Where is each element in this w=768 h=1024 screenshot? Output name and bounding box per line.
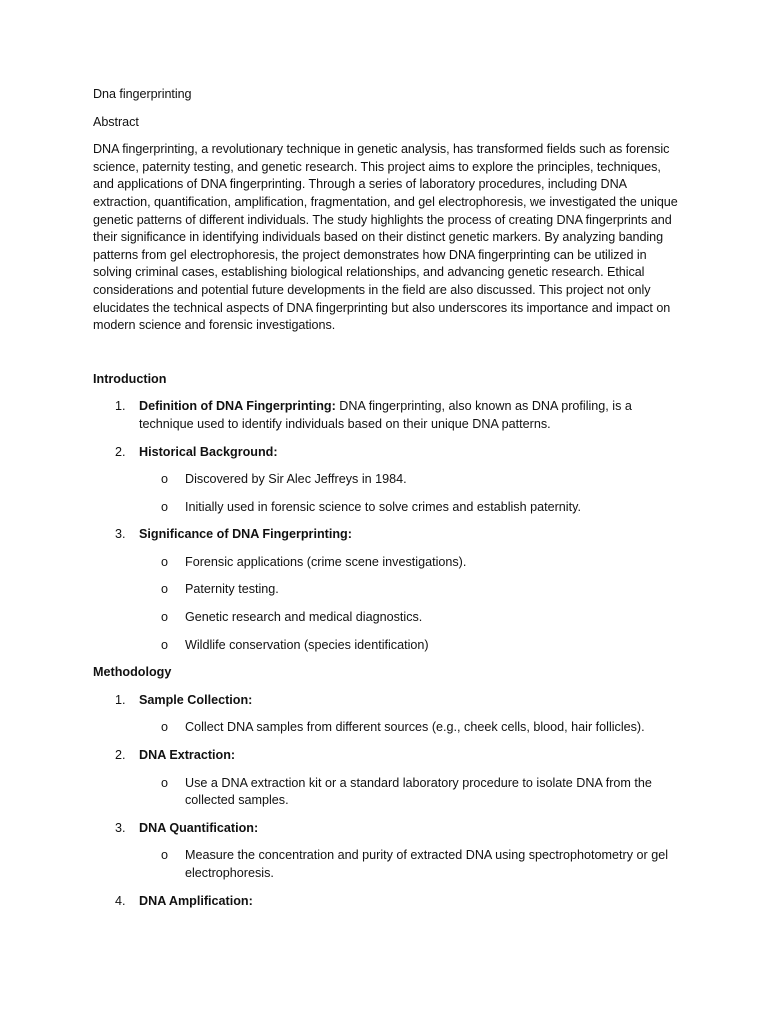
item-label: DNA Quantification: bbox=[139, 820, 259, 835]
item-label: Significance of DNA Fingerprinting: bbox=[139, 527, 352, 542]
bullet-icon: o bbox=[161, 720, 169, 735]
item-label: Sample Collection: bbox=[139, 692, 253, 707]
list-number: 2. bbox=[115, 748, 126, 763]
list-item bbox=[93, 719, 683, 737]
introduction-item-definition bbox=[93, 398, 683, 433]
bullet-text: Discovered by Sir Alec Jeffreys in 1984. bbox=[185, 472, 407, 487]
list-number: 1. bbox=[115, 692, 126, 707]
list-item bbox=[93, 499, 683, 517]
list-item bbox=[93, 637, 683, 655]
methodology-item-dna-extraction bbox=[93, 747, 683, 765]
bullet-icon: o bbox=[161, 775, 169, 790]
bullet-text: Paternity testing. bbox=[185, 582, 279, 597]
list-item bbox=[93, 581, 683, 599]
item-label: Definition of DNA Fingerprinting: bbox=[139, 399, 336, 414]
bullet-icon: o bbox=[161, 848, 169, 863]
bullet-icon: o bbox=[161, 637, 169, 652]
document-page bbox=[93, 86, 683, 920]
list-item bbox=[93, 554, 683, 572]
bullet-icon: o bbox=[161, 472, 169, 487]
bullet-text: Forensic applications (crime scene investigations). bbox=[185, 554, 467, 569]
methodology-heading: Methodology bbox=[93, 665, 172, 680]
introduction-item-history bbox=[93, 444, 683, 462]
methodology-item-dna-amplification bbox=[93, 893, 683, 911]
bullet-text: Collect DNA samples from different sources (e.g., cheek cells, blood, hair follicles). bbox=[185, 720, 645, 735]
bullet-icon: o bbox=[161, 554, 169, 569]
bullet-icon: o bbox=[161, 610, 169, 625]
methodology-item-dna-quantification bbox=[93, 820, 683, 838]
document-title: Dna fingerprinting bbox=[93, 87, 192, 101]
item-label: Historical Background: bbox=[139, 444, 278, 459]
bullet-text: Genetic research and medical diagnostics. bbox=[185, 610, 423, 625]
list-number: 3. bbox=[115, 527, 126, 542]
item-label: DNA Extraction: bbox=[139, 748, 236, 763]
list-number: 4. bbox=[115, 893, 126, 908]
list-number: 1. bbox=[115, 399, 126, 414]
list-item bbox=[93, 609, 683, 627]
introduction-heading: Introduction bbox=[93, 371, 167, 386]
abstract-text: DNA fingerprinting, a revolutionary technique in genetic analysis, has transformed fields such as forensic science, paternity testing, and genetic research. This project aims to explore the principles, techniques, and applications of DNA fingerprinting. Through a series of laboratory procedures, including DNA extraction, quantification, amplification, fragmentation, and gel electrophoresis, we investigated the unique genetic patterns of different individuals. The study highlights the process of creating DNA fingerprints and their significance in identifying individuals based on their distinct genetic markers. By analyzing banding patterns from gel electrophoresis, the project demonstrates how DNA fingerprinting can be utilized in solving criminal cases, establishing biological relationships, and advancing genetic research. Ethical considerations and potential future developments in the field are also discussed. This project not only elucidates the technical aspects of DNA fingerprinting but also underscores its importance and impact on modern science and forensic investigations. bbox=[93, 142, 678, 333]
bullet-icon: o bbox=[161, 582, 169, 597]
list-item bbox=[93, 847, 683, 882]
list-item bbox=[93, 775, 683, 810]
methodology-item-sample-collection bbox=[93, 692, 683, 710]
bullet-text: Initially used in forensic science to solve crimes and establish paternity. bbox=[185, 499, 581, 514]
bullet-icon: o bbox=[161, 499, 169, 514]
bullet-text: Use a DNA extraction kit or a standard laboratory procedure to isolate DNA from the collected samples. bbox=[185, 775, 652, 808]
list-number: 2. bbox=[115, 444, 126, 459]
list-number: 3. bbox=[115, 820, 126, 835]
introduction-item-significance bbox=[93, 526, 683, 544]
item-text: DNA fingerprinting, also known as DNA profiling, is a technique used to identify individuals based on their unique DNA patterns. bbox=[139, 399, 632, 431]
section-spacer bbox=[93, 345, 683, 371]
item-label: DNA Amplification: bbox=[139, 893, 253, 908]
bullet-text: Measure the concentration and purity of extracted DNA using spectrophotometry or gel electrophoresis. bbox=[185, 848, 669, 880]
bullet-text: Wildlife conservation (species identification) bbox=[185, 637, 429, 652]
abstract-heading: Abstract bbox=[93, 114, 139, 129]
list-item bbox=[93, 471, 683, 489]
